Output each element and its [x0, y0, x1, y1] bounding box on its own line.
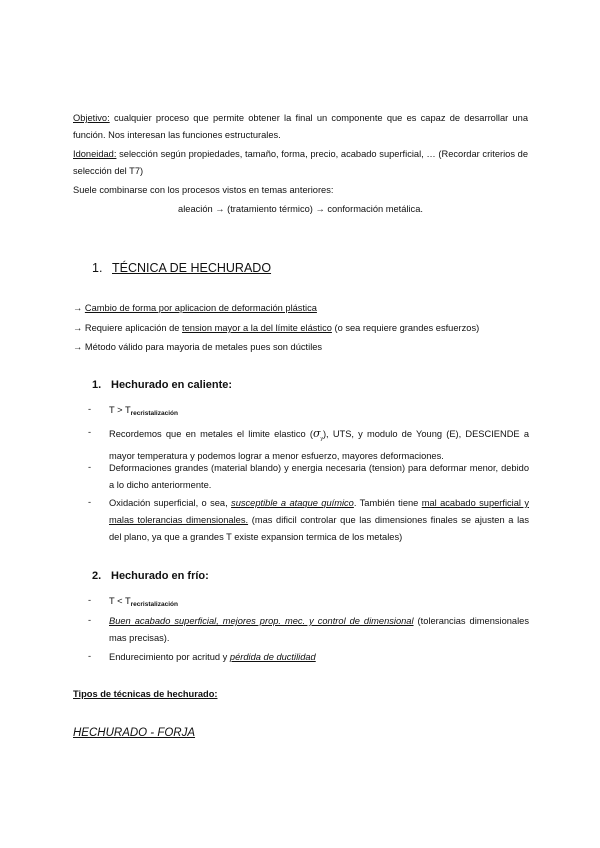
point-cambio-text: Cambio de forma por aplicacion de deformación plástica [84, 303, 317, 313]
oxidacion-mal-acabado: mal acabado superficial y malas tolerancias dimensionales. [109, 498, 530, 525]
oxidacion-pre: Oxidación superficial, o sea, [109, 498, 232, 508]
dash-bullet: - [88, 615, 92, 625]
frio-temp-condition [109, 593, 529, 613]
buen-acabado-post: (tolerancias dimensionales mas precisas). [109, 616, 529, 643]
section-heading-tecnica [92, 261, 271, 275]
temp-subscript: recristalización [130, 410, 178, 417]
subheading-title: Hechurado en caliente: [111, 379, 233, 391]
temp-base: T > T [109, 405, 131, 415]
caliente-deformaciones: Deformaciones grandes (material blando) y energia necesaria (tension) para deformar menor, debido a lo dicho anteriormente. [109, 463, 529, 490]
temp-subscript: recristalización [130, 601, 178, 608]
limite-pre: Recordemos que en metales el limite elastico ( [109, 429, 313, 439]
idoneidad-paragraph [73, 146, 528, 180]
subheading-caliente [92, 379, 232, 391]
point-requiere-underlined: tension mayor a la del límite elástico [182, 323, 332, 333]
dash-bullet: - [88, 497, 92, 507]
dash-bullet: - [88, 651, 92, 661]
point-metodo-valido: → Método válido para mayoria de metales pues son dúctiles [73, 342, 323, 352]
point-requiere-pre: → Requiere aplicación de [73, 323, 183, 333]
dash-bullet: - [88, 404, 92, 414]
buen-acabado-text: Buen acabado superficial, mejores prop. mec. y control de dimensional [109, 616, 414, 626]
subheading-frio [92, 570, 209, 582]
temp-base: T < T [109, 596, 131, 606]
point-cambio-forma [73, 300, 533, 317]
oxidacion-susceptible: susceptible a ataque químico [231, 498, 354, 508]
objetivo-paragraph [73, 110, 528, 144]
forja-heading: HECHURADO - FORJA [73, 727, 196, 739]
idoneidad-label: Idoneidad: [73, 149, 117, 159]
subheading-title: Hechurado en frío: [111, 570, 209, 582]
objetivo-label: Objetivo: [73, 113, 110, 123]
caliente-limite-elastico [109, 425, 529, 465]
caliente-oxidacion [109, 495, 529, 546]
dash-bullet: - [88, 595, 92, 605]
point-requiere-post: (o sea requiere grandes esfuerzos) [331, 323, 480, 333]
oxidacion-post: (mas dificil controlar que las dimensiones finales se ajusten a las del plano, ya que a grandes T existe expansion termica de los metales) [109, 515, 529, 542]
frio-endurecimiento [109, 649, 529, 666]
endurecimiento-pre: Endurecimiento por acritud y [109, 652, 230, 662]
arrow-glyph: → [73, 303, 85, 313]
idoneidad-text: selección según propiedades, tamaño, forma, precio, acabado superficial, … (Recordar criterios de selección del T7) [73, 149, 528, 176]
objetivo-text: cualquier proceso que permite obtener la final un componente que es capaz de desarrollar una función. Nos interesan las funciones estructurales. [73, 113, 528, 140]
subheading-number: 2. [92, 570, 102, 582]
tipos-title: Tipos de técnicas de hechurado: [73, 689, 218, 699]
frio-buen-acabado [109, 613, 529, 647]
section-title: TÉCNICA DE HECHURADO [112, 261, 272, 275]
sigma-symbol: σ [312, 427, 321, 440]
sigma-subscript: y [320, 436, 323, 442]
dash-bullet: - [88, 427, 92, 437]
perdida-ductilidad: pérdida de ductilidad [229, 652, 316, 662]
point-requiere-tension [73, 320, 533, 337]
caliente-temp-condition [109, 402, 529, 422]
oxidacion-mid: . También tiene [353, 498, 422, 508]
subheading-number: 1. [92, 379, 102, 391]
dash-bullet: - [88, 462, 92, 472]
limite-post: ), UTS, y modulo de Young (E), DESCIENDE a mayor temperatura y podemos lograr a menor esfuerzo, mayores deformaciones. [109, 429, 529, 461]
combina-paragraph: Suele combinarse con los procesos vistos en temas anteriores: [73, 185, 334, 195]
process-sequence: aleación → (tratamiento térmico) → conformación metálica. [178, 204, 423, 214]
section-number: 1. [92, 261, 103, 275]
